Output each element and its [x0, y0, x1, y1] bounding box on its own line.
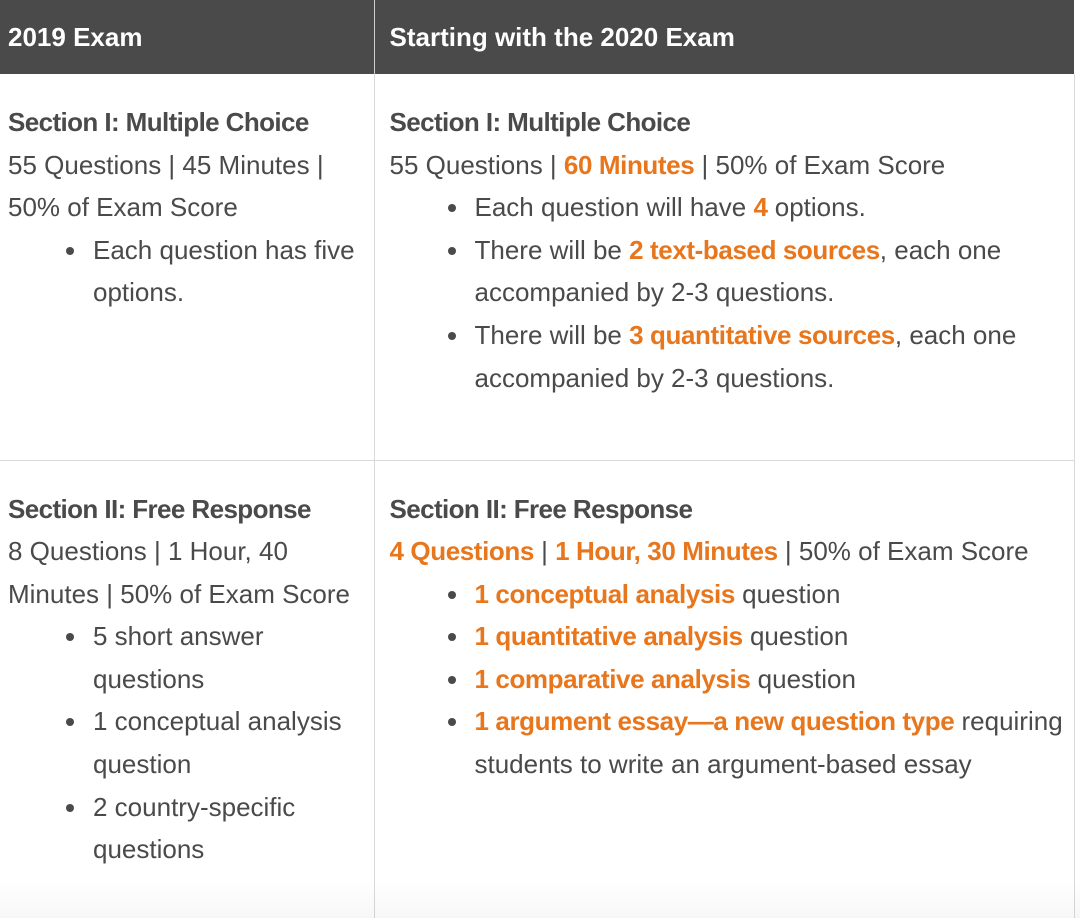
cell-2019-section-1 — [0, 74, 374, 460]
cell-2020-section-2 — [374, 460, 1074, 918]
section-meta: 55 Questions | 60 Minutes | 50% of Exam Score — [389, 149, 946, 180]
list-item: Each question has five options. — [93, 229, 366, 314]
section-title: Section I: Multiple Choice — [8, 107, 309, 137]
highlight-text: 1 conceptual analysis — [474, 578, 735, 609]
header-2020-exam: Starting with the 2020 Exam — [374, 0, 1074, 74]
list-item: There will be 3 quantitative sources, each one accompanied by 2-3 questions. — [475, 314, 1066, 399]
list-item: 2 country-specific questions — [93, 786, 366, 871]
highlight-text: 4 Questions — [389, 536, 534, 567]
list-item: 1 conceptual analysis question — [475, 573, 1066, 616]
section-title: Section I: Multiple Choice — [389, 107, 691, 137]
table-row-section-1 — [0, 74, 1074, 460]
section-meta: 55 Questions | 45 Minutes | 50% of Exam Score — [8, 149, 324, 223]
table-header-row — [0, 0, 1074, 74]
highlight-text: 1 argument essay—a new question type — [474, 706, 955, 737]
highlight-text: 1 Hour, 30 Minutes — [555, 536, 778, 567]
section-title: Section II: Free Response — [8, 493, 311, 524]
highlight-text: 60 Minutes — [563, 149, 695, 180]
bullet-list — [390, 573, 1066, 786]
section-meta: 8 Questions | 1 Hour, 40 Minutes | 50% of Exam Score — [8, 536, 351, 609]
list-item: There will be 2 text-based sources, each one accompanied by 2-3 questions. — [475, 229, 1066, 314]
list-item: 5 short answer questions — [93, 615, 366, 700]
section-meta: 4 Questions | 1 Hour, 30 Minutes | 50% of Exam Score — [389, 536, 1029, 567]
section-title: Section II: Free Response — [389, 493, 693, 524]
highlight-text: 4 — [753, 192, 768, 223]
cell-2020-section-1 — [374, 74, 1074, 460]
bullet-list — [390, 186, 1066, 399]
list-item: 1 argument essay—a new question type requiring students to write an argument-based essay — [475, 700, 1066, 785]
list-item: 1 conceptual analysis question — [93, 700, 366, 785]
list-item: 1 quantitative analysis question — [475, 615, 1066, 658]
cell-2019-section-2 — [0, 460, 374, 918]
table-row-section-2 — [0, 460, 1074, 918]
list-item: 1 comparative analysis question — [475, 658, 1066, 701]
highlight-text: 1 comparative analysis — [474, 663, 751, 694]
bullet-list — [8, 615, 366, 871]
highlight-text: 2 text-based sources — [629, 234, 880, 265]
header-2019-exam: 2019 Exam — [0, 0, 374, 74]
list-item: Each question will have 4 options. — [475, 186, 1066, 229]
highlight-text: 3 quantitative sources — [629, 319, 895, 350]
bullet-list — [8, 229, 366, 314]
highlight-text: 1 quantitative analysis — [474, 621, 743, 652]
